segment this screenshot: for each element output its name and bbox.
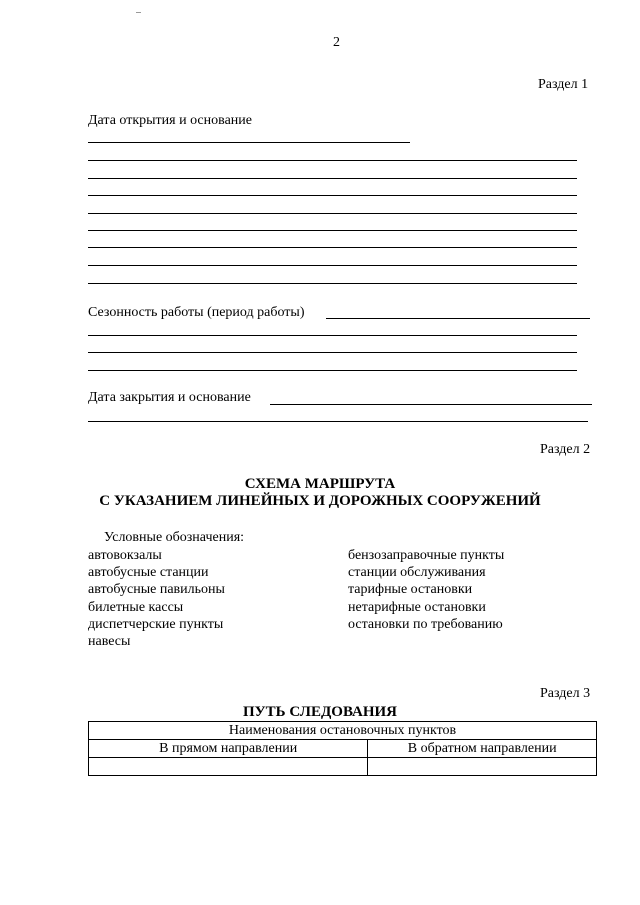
page-number: 2 (333, 35, 340, 50)
reverse-direction-header: В обратном направлении (368, 740, 597, 758)
route-path-title: ПУТЬ СЛЕДОВАНИЯ (242, 704, 398, 720)
legend-item: станции обслуживания (348, 565, 486, 581)
fill-line[interactable] (88, 142, 410, 143)
legend-item: нетарифные остановки (348, 599, 486, 615)
stops-table (88, 721, 597, 776)
legend-item: тарифные остановки (348, 582, 473, 598)
fill-line[interactable] (88, 160, 577, 161)
fill-line[interactable] (88, 352, 577, 353)
forward-direction-header: В прямом направлении (89, 740, 368, 758)
legend-item: автобусные станции (88, 565, 209, 581)
fill-line[interactable] (88, 178, 577, 179)
scheme-title-line1: СХЕМА МАРШРУТА (244, 476, 396, 492)
fill-line[interactable] (88, 213, 577, 214)
fill-line[interactable] (88, 195, 577, 196)
section1-label: Раздел 1 (538, 77, 589, 92)
fill-line[interactable] (326, 318, 590, 319)
forward-stops-cell[interactable] (89, 758, 368, 776)
legend-right-list (348, 548, 504, 634)
legend-item: остановки по требованию (348, 616, 503, 632)
reverse-stops-cell[interactable] (368, 758, 597, 776)
legend-left-list (88, 548, 225, 651)
legend-item: бензозаправочные пункты (348, 548, 505, 563)
fill-line[interactable] (88, 230, 577, 231)
opening-date-label: Дата открытия и основание (88, 113, 252, 128)
fill-line[interactable] (88, 335, 577, 336)
fill-line[interactable] (88, 247, 577, 248)
legend-heading: Условные обозначения: (104, 530, 245, 545)
fill-line[interactable] (88, 283, 577, 284)
stops-table-header: Наименования остановочных пунктов (89, 722, 597, 740)
legend-item: автобусные павильоны (88, 582, 225, 598)
legend-item: диспетчерские пункты (88, 616, 224, 632)
seasonality-label: Сезонность работы (период работы) (88, 305, 305, 320)
closing-date-label: Дата закрытия и основание (88, 390, 251, 405)
section2-label: Раздел 2 (540, 442, 591, 457)
legend-item: билетные кассы (88, 599, 184, 615)
fill-line[interactable] (88, 370, 577, 371)
scheme-title-line2: С УКАЗАНИЕМ ЛИНЕЙНЫХ И ДОРОЖНЫХ СООРУЖЕНИЙ (99, 493, 541, 509)
scan-speck (136, 12, 141, 13)
legend-item: автовокзалы (88, 548, 162, 563)
legend-item: навесы (88, 633, 131, 649)
fill-line[interactable] (88, 265, 577, 266)
section3-label: Раздел 3 (540, 686, 591, 701)
fill-line[interactable] (88, 421, 588, 422)
fill-line[interactable] (270, 404, 592, 405)
